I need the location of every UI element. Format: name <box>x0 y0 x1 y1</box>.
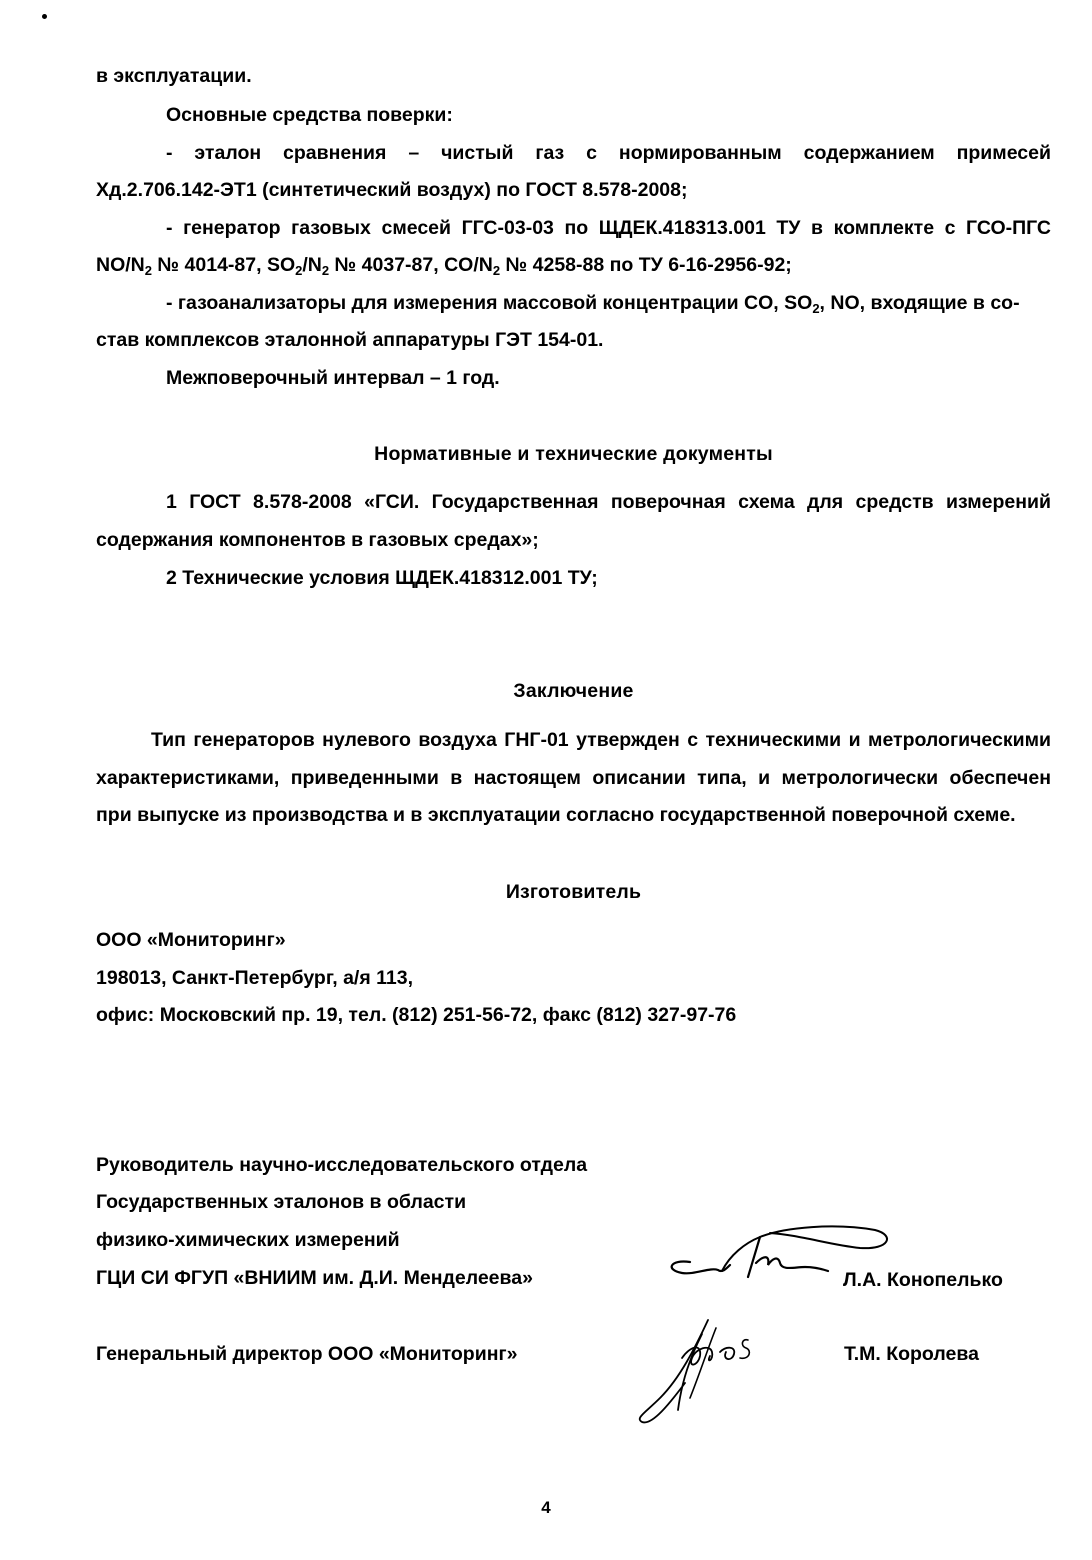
signature-konopelko <box>660 1215 900 1290</box>
signatory-1-title-line-2: Государственных эталонов в области <box>96 1191 467 1213</box>
continuation-text: в эксплуатации. <box>96 65 252 87</box>
normative-doc-1-line-1: 1 ГОСТ 8.578-2008 «ГСИ. Государственная поверочная схема для средств измерений <box>166 491 1051 513</box>
manufacturer-name: ООО «Мониторинг» <box>96 929 286 951</box>
signatory-1-title-line-4: ГЦИ СИ ФГУП «ВНИИМ им. Д.И. Менделеева» <box>96 1267 533 1289</box>
signatory-1-title-line-1: Руководитель научно-исследовательского отдела <box>96 1154 588 1176</box>
normative-heading: Нормативные и технические документы <box>374 443 773 465</box>
means-item-2-line-2: $NO/N_2$ № 4014-87, $SO_2/N_2$ № 4037-87, $CO/N_2$ № 4258-88 по ТУ 6-16-2956-92; <box>96 254 792 278</box>
means-item-1-line-1: - эталон сравнения – чистый газ с нормированным содержанием примесей <box>166 142 1051 164</box>
normative-doc-2: 2 Технические условия ЩДЕК.418312.001 ТУ; <box>166 567 598 589</box>
signatory-2-title: Генеральный директор ООО «Мониторинг» <box>96 1343 518 1365</box>
scan-speck <box>42 14 47 19</box>
verification-interval: Межповерочный интервал – 1 год. <box>166 367 500 389</box>
manufacturer-heading: Изготовитель <box>505 881 642 903</box>
manufacturer-address: 198013, Санкт-Петербург, а/я 113, <box>96 967 414 989</box>
manufacturer-office: офис: Московский пр. 19, тел. (812) 251-56-72, факс (812) 327-97-76 <box>96 1004 737 1026</box>
means-title: Основные средства поверки: <box>166 104 453 126</box>
conclusion-line-3: при выпуске из производства и в эксплуатации согласно государственной поверочной схеме. <box>96 804 1016 826</box>
signatory-2-name: Т.М. Королева <box>844 1343 979 1365</box>
normative-doc-1-line-2: содержания компонентов в газовых средах»; <box>96 529 539 551</box>
means-item-3-line-1: - газоанализаторы для измерения массовой концентрации CO, $SO_2$, NO, входящие в со- <box>166 292 1020 316</box>
conclusion-line-1: Тип генераторов нулевого воздуха ГНГ-01 утвержден с техническими и метрологическими <box>151 729 1051 751</box>
signatory-1-name: Л.А. Конопелько <box>843 1269 1003 1291</box>
conclusion-line-2: характеристиками, приведенными в настоящем описании типа, и метрологически обеспечен <box>96 767 1051 789</box>
conclusion-heading: Заключение <box>513 680 634 702</box>
means-item-1-line-2: Хд.2.706.142-ЭТ1 (синтетический воздух) по ГОСТ 8.578-2008; <box>96 179 688 201</box>
page-number: 4 <box>541 1498 551 1517</box>
signature-koroleva <box>630 1318 810 1428</box>
signatory-1-title-line-3: физико-химических измерений <box>96 1229 400 1251</box>
means-item-2-line-1: - генератор газовых смесей ГГС-03-03 по ЩДЕК.418313.001 ТУ в комплекте с ГСО-ПГС <box>166 217 1051 239</box>
means-item-3-line-2: став комплексов эталонной аппаратуры ГЭТ 154-01. <box>96 329 604 351</box>
